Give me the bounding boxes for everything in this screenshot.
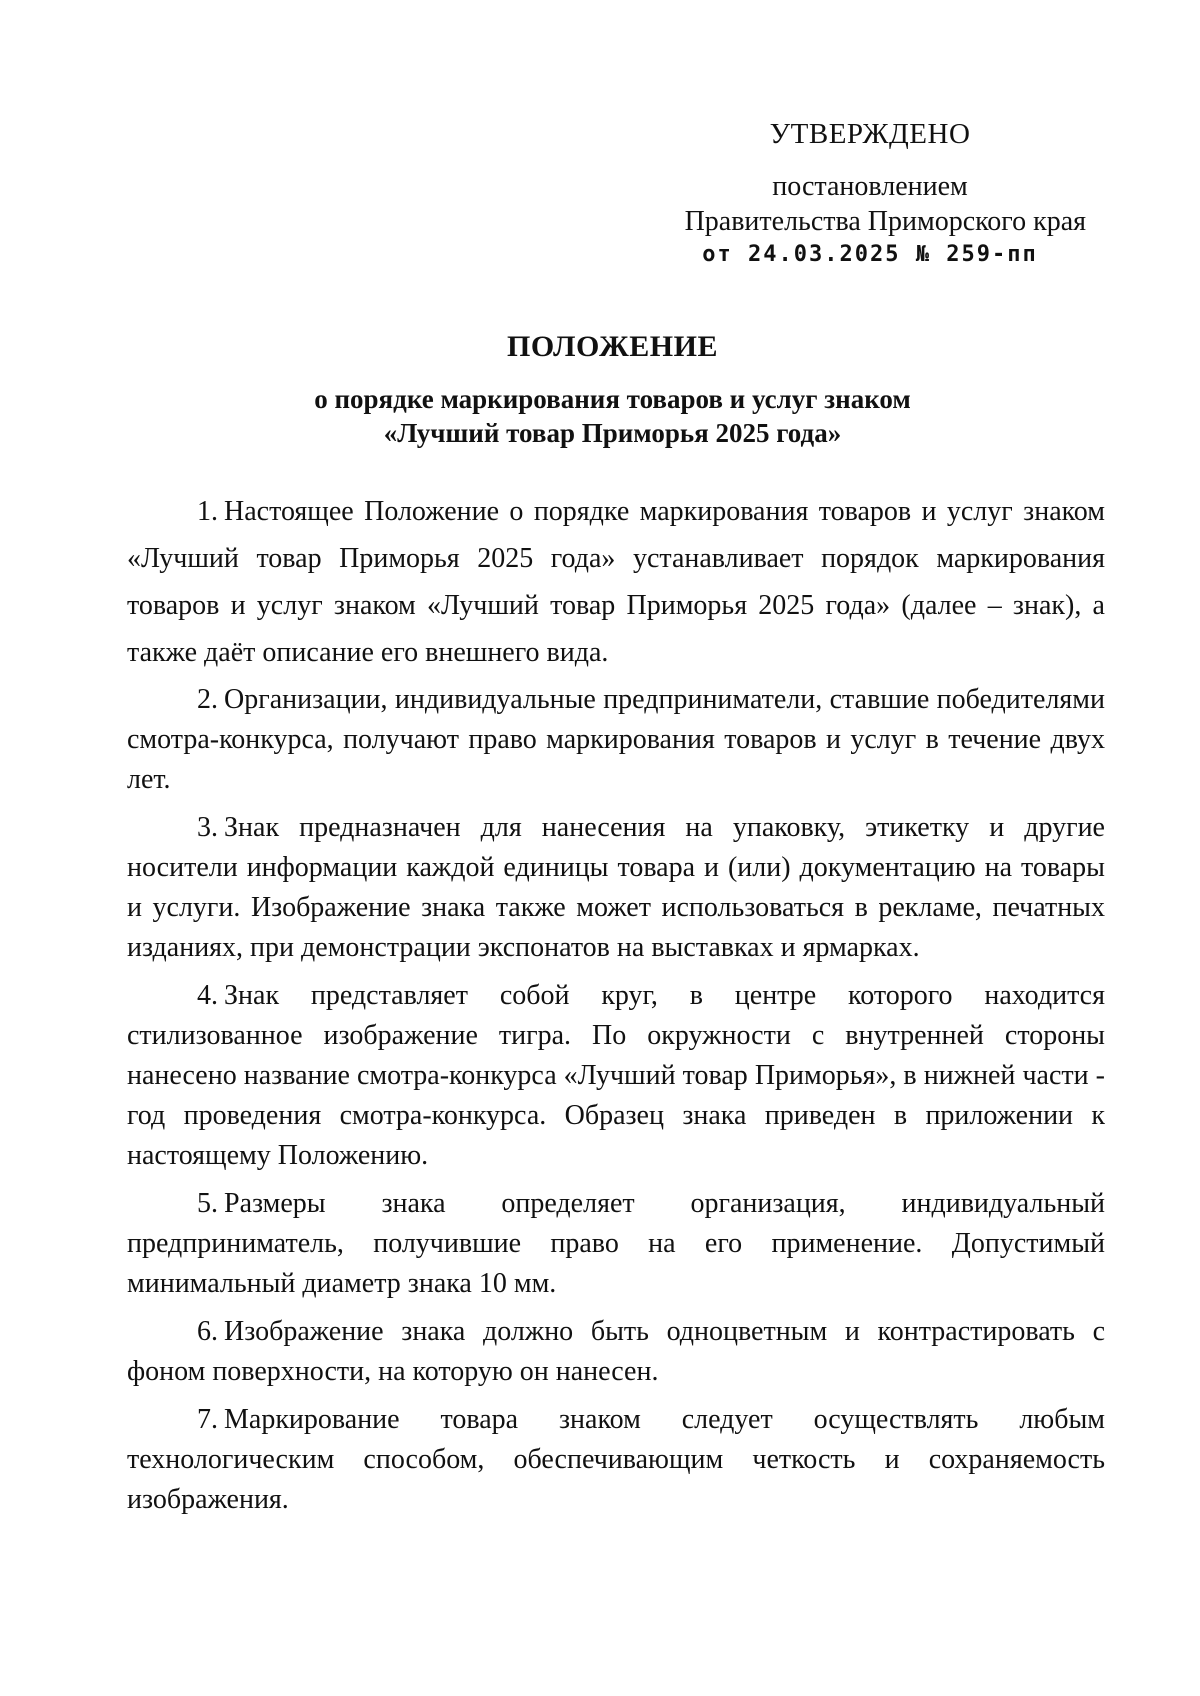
paragraph-number: 7. xyxy=(197,1404,218,1435)
paragraph-4 xyxy=(127,976,1105,1176)
paragraph-number: 6. xyxy=(197,1316,218,1347)
paragraph-number: 1. xyxy=(197,496,218,527)
paragraph-3 xyxy=(127,808,1105,968)
paragraph-number: 3. xyxy=(197,812,218,843)
paragraph-5 xyxy=(127,1184,1105,1304)
document-subtitle-line-1: о порядке маркирования товаров и услуг знаком xyxy=(314,384,911,414)
approval-date-number: от 24.03.2025 № 259-пп xyxy=(702,242,1038,268)
paragraph-text: Знак предназначен для нанесения на упаковку, этикетку и другие носители информации каждой единицы товара и (или) документацию на товары и услуги. Изображение знака также может использоваться в рекламе, печатных изданиях, при демонстрации экспонатов на выставках и ярмарках. xyxy=(127,812,1105,963)
paragraph-text: Организации, индивидуальные предприниматели, ставшие победителями смотра-конкурса, получают право маркирования товаров и услуг в течение двух лет. xyxy=(127,684,1105,795)
paragraph-text: Размеры знака определяет организация, индивидуальный предприниматель, получившие право на его применение. Допустимый минимальный диаметр знака 10 мм. xyxy=(127,1188,1105,1299)
document-subtitle-line-2: «Лучший товар Приморья 2025 года» xyxy=(383,418,842,449)
paragraph-number: 5. xyxy=(197,1188,218,1219)
paragraph-text: Маркирование товара знаком следует осуществлять любым технологическим способом, обеспечивающим четкость и сохраняемость изображения. xyxy=(127,1404,1105,1515)
approval-block xyxy=(640,116,1100,269)
paragraph-text: Настоящее Положение о порядке маркирования товаров и услуг знаком «Лучший товар Приморья 2025 года» устанавливает порядок маркирования товаров и услуг знаком «Лучший товар Приморья 2025 года» (далее – знак), а также даёт описание его внешнего вида. xyxy=(127,496,1105,668)
document-title-block xyxy=(120,330,1105,450)
paragraph-text: Знак представляет собой круг, в центре которого находится стилизованное изображение тигра. По окружности с внутренней стороны нанесено название смотра-конкурса «Лучший товар Приморья», в нижней части - год проведения смотра-конкурса. Образец знака приведен в приложении к настоящему Положению. xyxy=(127,980,1105,1171)
document-title: ПОЛОЖЕНИЕ xyxy=(507,330,718,363)
paragraph-7 xyxy=(127,1400,1105,1520)
paragraph-6 xyxy=(127,1312,1105,1392)
paragraph-text: Изображение знака должно быть одноцветным и контрастировать с фоном поверхности, на которую он нанесен. xyxy=(127,1316,1105,1387)
paragraph-number: 2. xyxy=(197,684,218,715)
paragraph-1 xyxy=(127,488,1105,676)
approval-title: УТВЕРЖДЕНО xyxy=(769,118,971,150)
approval-line-government: Правительства Приморского края xyxy=(684,206,1086,238)
paragraph-number: 4. xyxy=(197,980,218,1011)
paragraph-2 xyxy=(127,680,1105,800)
approval-line-resolution: постановлением xyxy=(772,171,968,203)
document-body xyxy=(127,488,1105,1520)
